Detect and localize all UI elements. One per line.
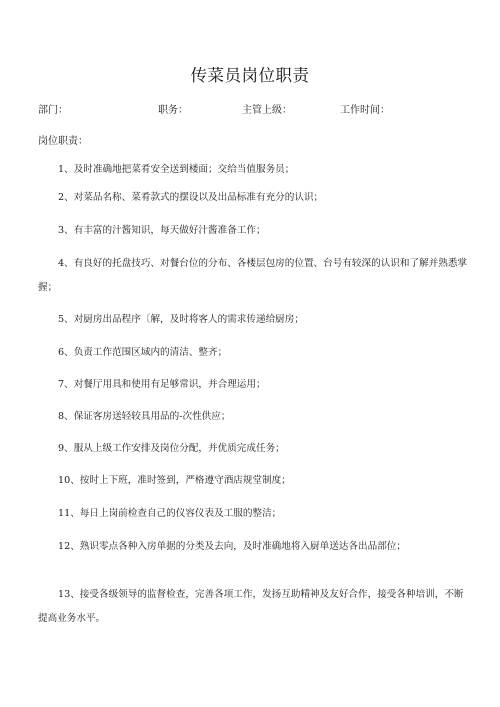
meta-row (38, 101, 478, 115)
duty-item-13: 13、接受各级领导的监督检查，完善各项工作，发扬互助精神及友好合作，接受各种培训，不断提高业务水平。 (38, 589, 464, 624)
duty-item-1: 1、及时准确地把菜肴安全送到楼面；交给当值服务员； (58, 164, 295, 175)
duty-item-2: 2、对菜品名称、菜肴款式的摆设以及出品标准有充分的认识； (58, 192, 324, 203)
duty-item-8: 8、保证客房送轻较具用品的-次性供应； (58, 411, 231, 422)
duty-item-12: 12、熟识零点各种入房单据的分类及去向，及时准确地将入厨单送达各出品部位； (58, 541, 406, 552)
position-label: 职务： (158, 105, 188, 116)
duty-item-4: 4、有良好的托盘技巧、对餐台位的分布、各楼层包房的位置、台号有较深的认识和了解并熟悉掌握； (38, 258, 468, 293)
duty-item-6: 6、负责工作范围区域内的清洁、整齐； (58, 347, 228, 358)
duties-heading: 岗位职责： (38, 136, 88, 147)
duty-item-11: 11、每日上岗前检查自己的仪容仪表及工服的整洁； (58, 508, 282, 519)
duty-item-9: 9、服从上级工作安排及岗位分配，并优质完成任务； (58, 443, 285, 454)
duty-item-3: 3、有丰富的汁酱知识，每天做好汁酱准备工作； (58, 225, 266, 236)
duty-item-5: 5、对厨房出品程序〔解，及时将客人的需求传递给厨房； (58, 314, 304, 325)
department-label: 部门： (38, 105, 68, 116)
duty-item-10: 10、按时上下班，准时签到，严格遵守酒店规堂制度； (58, 475, 291, 486)
supervisor-label: 主管上级： (242, 105, 292, 116)
document-title: 传菜员岗位职责 (190, 66, 310, 85)
work-time-label: 工作时间： (340, 105, 390, 116)
duty-item-7: 7、对餐厅用具和使用有足够常识，并合理运用； (58, 379, 266, 390)
